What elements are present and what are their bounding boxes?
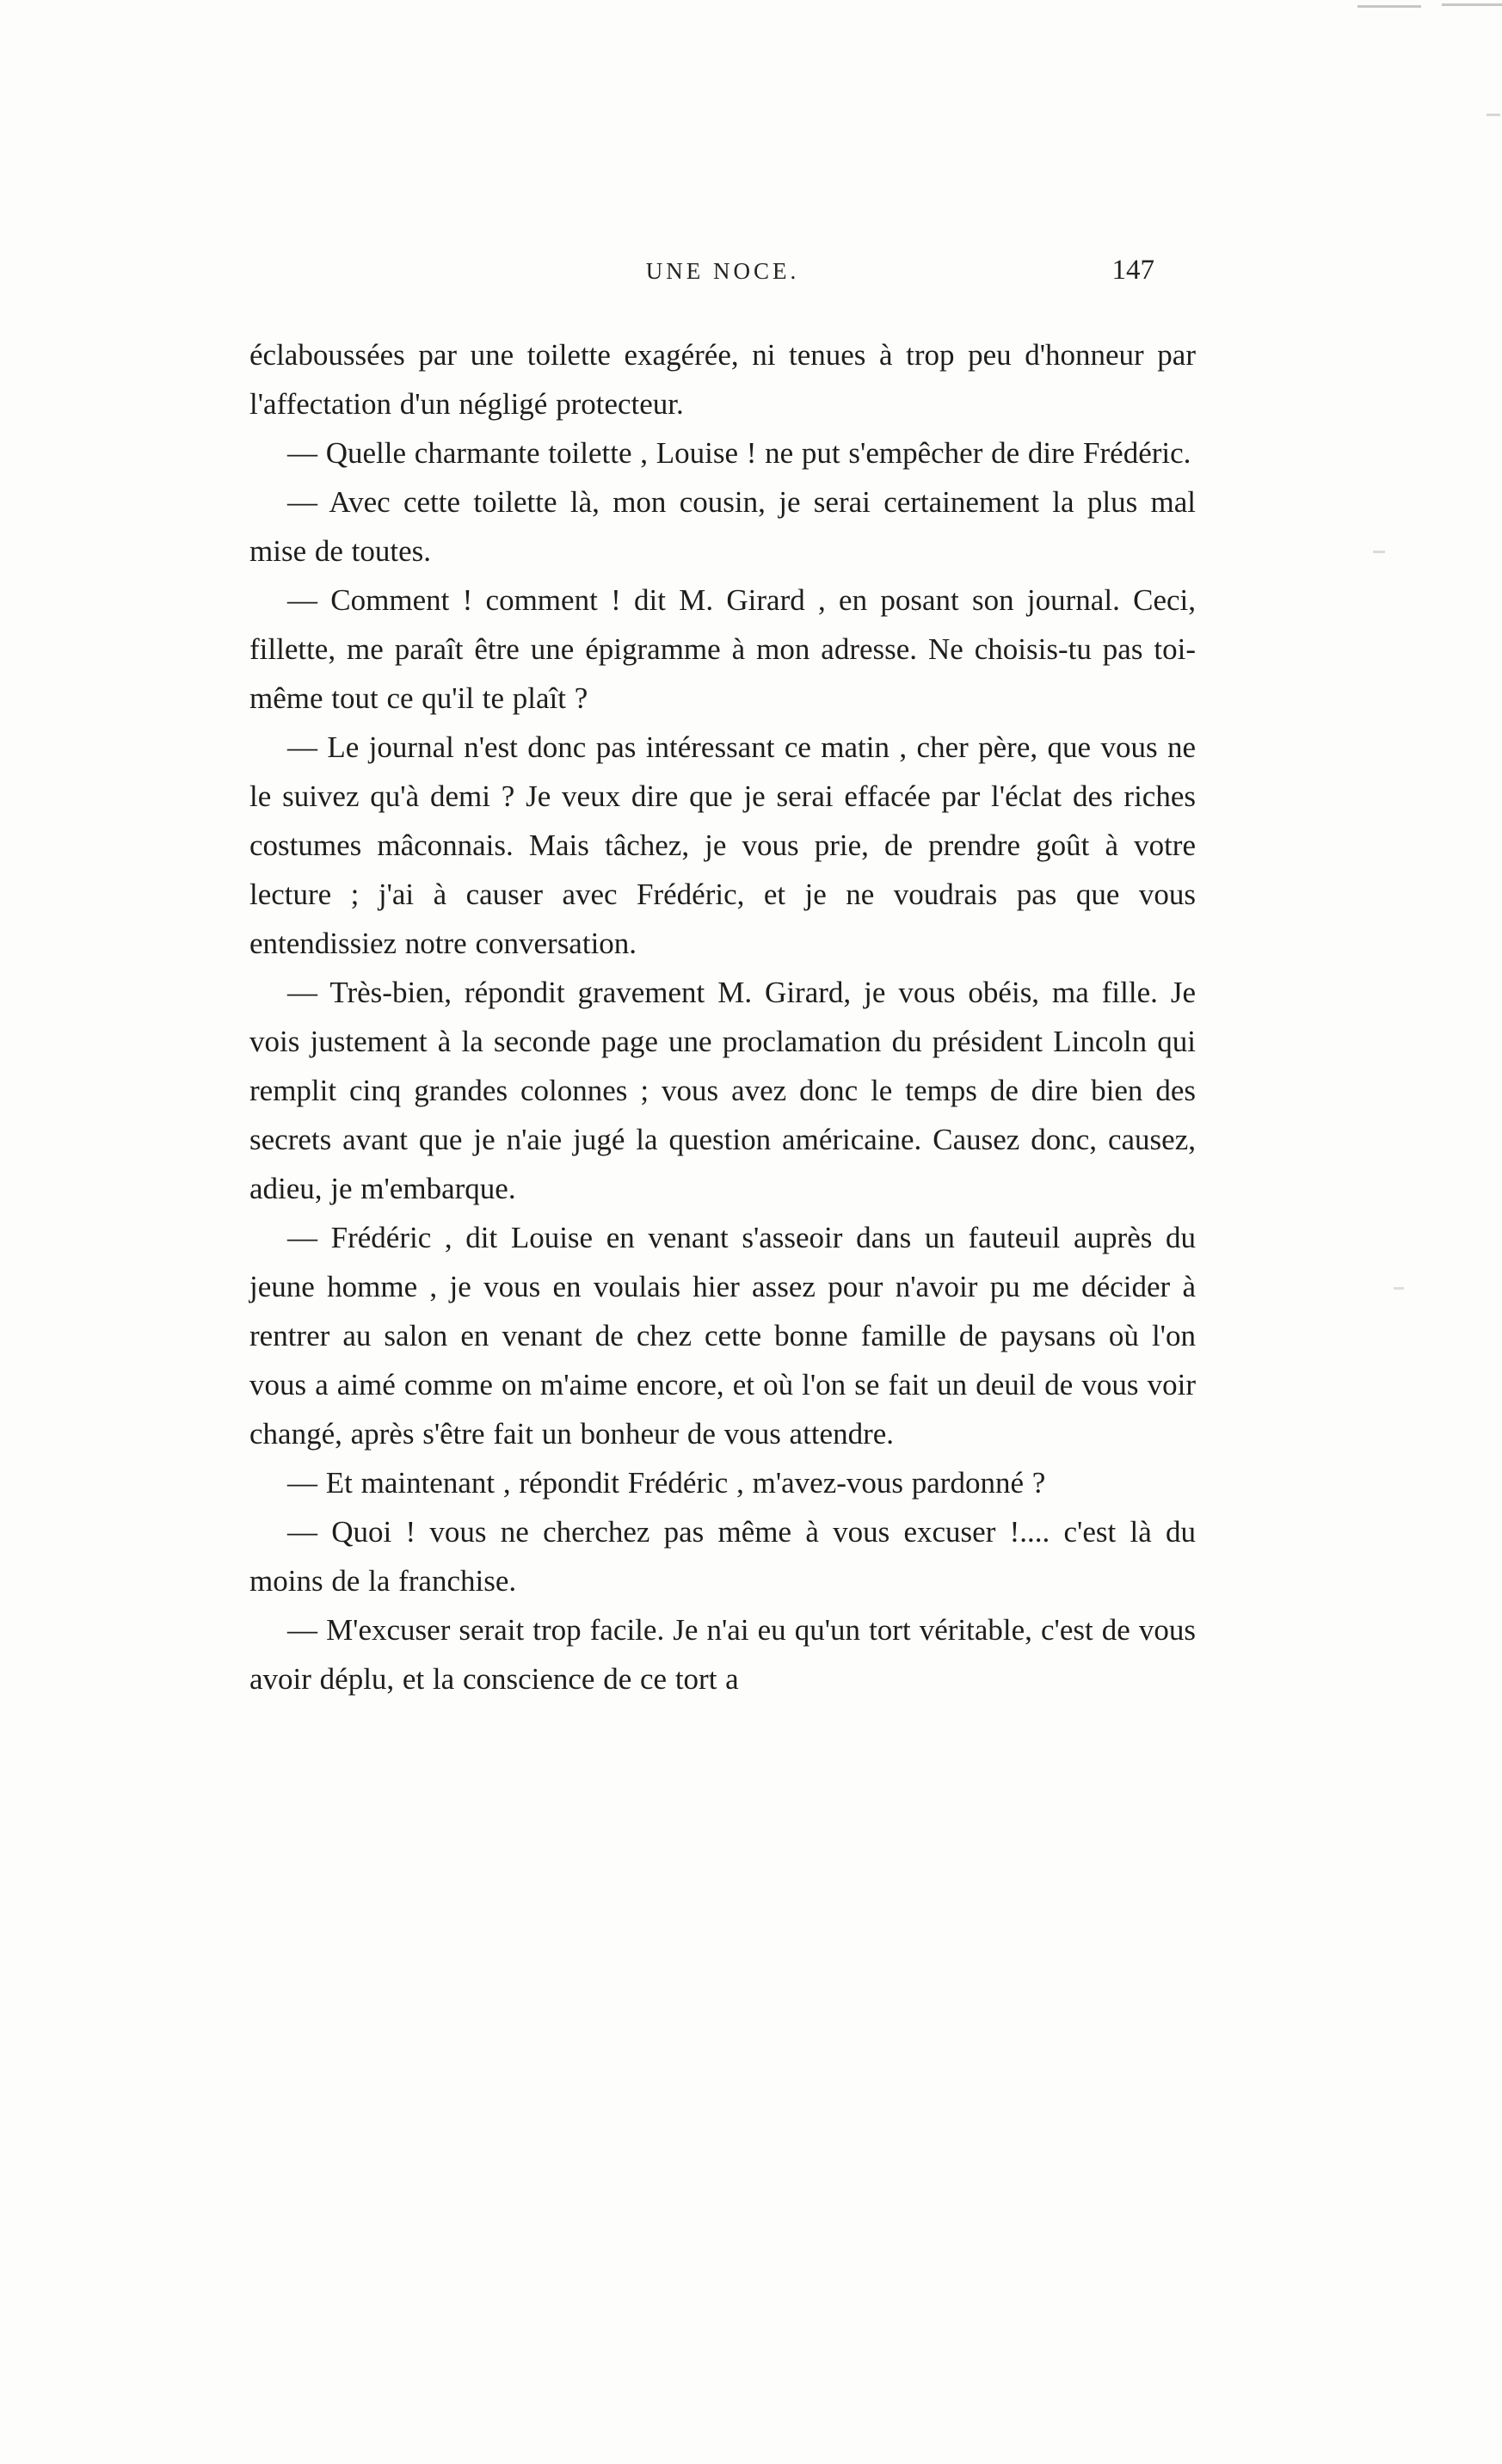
page-header [249, 255, 1196, 296]
page-number: 147 [1111, 255, 1154, 286]
scan-artifact [1394, 1287, 1404, 1290]
scan-artifact [1357, 5, 1421, 8]
paragraph: — Le journal n'est donc pas intéressant ce matin , cher père, que vous ne le suivez qu'à demi ? Je veux dire que je serai effacée par l'éclat des riches costumes mâconnais. Mais tâchez, je vous prie, de prendre goût à votre lecture ; j'ai à causer avec Frédéric, et je ne voudrais pas que vous entendissiez notre conversation. [249, 730, 1196, 960]
paragraph: éclaboussées par une toilette exagérée, ni tenues à trop peu d'honneur par l'affectation d'un négligé protecteur. [249, 338, 1196, 421]
paragraph: — Quelle charmante toilette , Louise ! ne put s'empêcher de dire Frédéric. [287, 436, 1191, 470]
paragraph: — Et maintenant , répondit Frédéric , m'avez-vous pardonné ? [287, 1466, 1046, 1500]
paragraph: — Comment ! comment ! dit M. Girard , en posant son journal. Ceci, fillette, me paraît être une épigramme à mon adresse. Ne choisis-tu pas toi-même tout ce qu'il te plaît ? [249, 583, 1196, 715]
scan-artifact [1487, 114, 1500, 116]
scan-artifact [1442, 3, 1502, 6]
running-header-title: UNE NOCE. [645, 258, 800, 284]
paragraph: — Quoi ! vous ne cherchez pas même à vous excuser !.... c'est là du moins de la franchise. [249, 1515, 1196, 1598]
paragraph: — Avec cette toilette là, mon cousin, je serai certainement la plus mal mise de toutes. [249, 485, 1196, 568]
page [249, 255, 1196, 1703]
paragraph: — Frédéric , dit Louise en venant s'asseoir dans un fauteuil auprès du jeune homme , je vous en voulais hier assez pour n'avoir pu me décider à rentrer au salon en venant de chez cette bonne famille de paysans où l'on vous a aimé comme on m'aime encore, et où l'on se fait un deuil de vous voir changé, après s'être fait un bonheur de vous attendre. [249, 1221, 1196, 1451]
scan-artifact [1373, 551, 1385, 553]
paragraph: — M'excuser serait trop facile. Je n'ai eu qu'un tort véritable, c'est de vous avoir déplu, et la conscience de ce tort a [249, 1613, 1196, 1696]
paragraph: — Très-bien, répondit gravement M. Girard, je vous obéis, ma fille. Je vois justement à la seconde page une proclamation du président Lincoln qui remplit cinq grandes colonnes ; vous avez donc le temps de dire bien des secrets avant que je n'aie jugé la question américaine. Causez donc, causez, adieu, je m'embarque. [249, 976, 1196, 1205]
body-text [249, 330, 1196, 1703]
